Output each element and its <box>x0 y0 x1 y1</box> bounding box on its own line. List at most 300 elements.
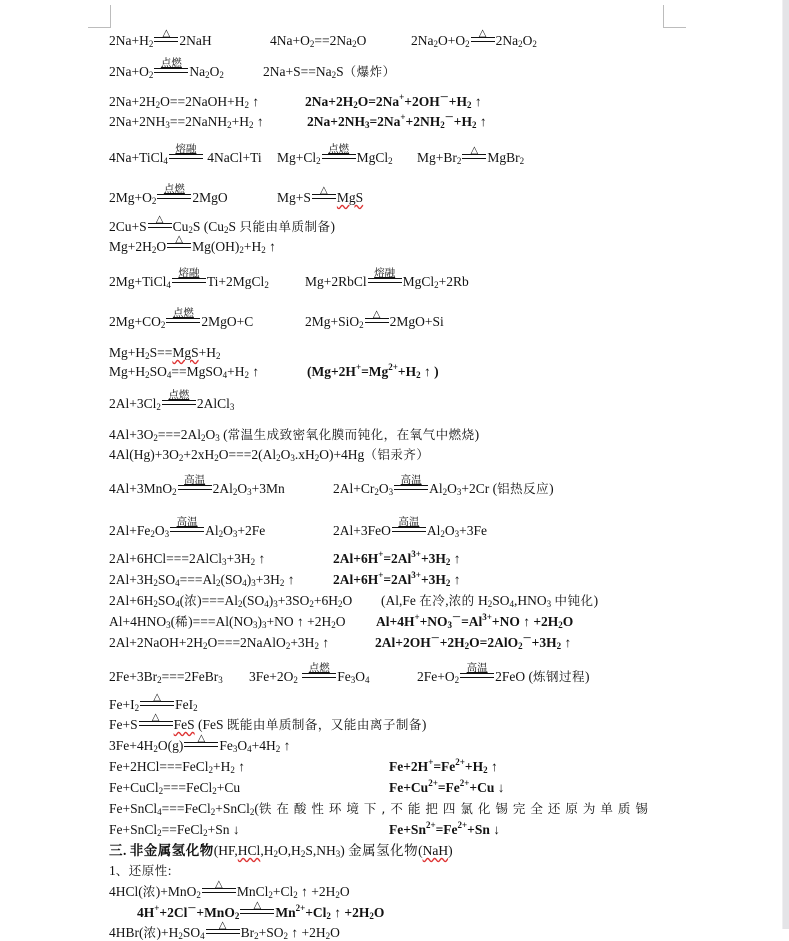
formula-text: O=2AlO <box>469 635 519 650</box>
subscript: 2 <box>519 156 525 166</box>
chinese-annotation: 炼钢过程 <box>533 669 586 684</box>
heat-triangle-icon: △ <box>372 309 381 320</box>
subscript: 2 <box>188 225 193 235</box>
subscript: 2 <box>157 828 162 838</box>
equation-line <box>109 114 264 130</box>
subscript: 2 <box>359 320 364 330</box>
formula-text: Al+4H <box>376 614 415 629</box>
formula-text: 2Al <box>212 481 233 496</box>
double-line-equals <box>170 527 204 532</box>
equation-line <box>249 662 370 685</box>
formula-text: Fe+CuCl <box>109 780 159 795</box>
vertical-scrollbar[interactable] <box>782 0 789 929</box>
equation-line <box>305 309 444 330</box>
subscript: 2 <box>148 39 154 49</box>
equation-line <box>376 614 573 630</box>
superscript-charge: 2+ <box>455 757 465 767</box>
formula-text: 4Na+O <box>270 33 310 48</box>
formula-text: +3H <box>420 551 446 566</box>
subscript: 2 <box>471 120 477 130</box>
subscript: 2 <box>151 245 157 255</box>
subscript: 2 <box>442 487 448 497</box>
subscript: 3 <box>364 120 370 130</box>
formula-text: =Fe <box>437 780 460 795</box>
reaction-condition-equals <box>322 143 356 162</box>
reaction-condition-equals <box>162 389 196 408</box>
formula-text: ) <box>448 843 453 858</box>
spellcheck-flagged-text: HCl <box>237 843 261 858</box>
formula-text: 2Al+2NaOH+2H <box>109 635 203 650</box>
formula-text: ↑ +2H <box>330 905 370 920</box>
subscript: 3 <box>221 557 227 567</box>
chinese-annotation: 浓 <box>142 884 156 899</box>
formula-text: ↑ <box>255 551 266 566</box>
formula-text: ↑ <box>253 114 264 129</box>
double-line-equals <box>166 318 200 323</box>
chinese-annotation: （铝汞齐） <box>364 447 430 462</box>
condition-label: 点燃 <box>163 183 185 195</box>
subscript: 3 <box>218 675 223 685</box>
reaction-condition-equals <box>169 143 203 162</box>
formula-text: +3Fe <box>459 523 487 538</box>
reaction-condition-equals <box>184 733 218 750</box>
formula-text: O+O <box>438 33 466 48</box>
formula-text: +Sn ↓ <box>207 822 240 837</box>
chinese-annotation: 常温生成致密氧化膜而钝化，在氧气中燃烧 <box>227 427 475 442</box>
formula-text: S,NH <box>305 843 336 858</box>
subscript: 3 <box>273 599 278 609</box>
equation-line <box>109 143 262 166</box>
formula-text: MgCl <box>356 150 389 165</box>
reaction-condition-equals <box>167 234 191 251</box>
formula-text: +2Rb <box>438 274 469 289</box>
formula-text: ) <box>246 572 252 587</box>
subscript: 2 <box>416 370 421 380</box>
double-line-equals <box>154 68 188 73</box>
subscript: 2 <box>249 807 255 817</box>
formula-text: +2NH <box>405 114 441 129</box>
formula-text: ) <box>257 614 262 629</box>
formula-text: O <box>447 481 457 496</box>
reaction-condition-equals <box>166 307 200 326</box>
formula-text: ===FeCl <box>161 801 211 816</box>
subscript: 2 <box>219 70 224 80</box>
subscript: 2 <box>434 280 439 290</box>
formula-text: ↑ <box>471 94 482 109</box>
double-line-equals <box>178 485 212 490</box>
formula-text: Mg+Br <box>417 150 457 165</box>
reaction-condition-equals <box>365 309 389 326</box>
formula-text: )===Al(NO <box>188 614 253 629</box>
subscript: 3 <box>454 529 460 539</box>
formula-text: =Fe <box>433 759 456 774</box>
formula-text: 3Fe+2O <box>249 669 294 684</box>
equation-line <box>333 572 461 588</box>
formula-text: )+MnO <box>155 884 197 899</box>
formula-text: +3H <box>531 635 557 650</box>
formula-text: (Al,Fe <box>381 593 420 608</box>
superscript-charge: + <box>154 903 160 913</box>
formula-text: O(g) <box>157 738 184 753</box>
reaction-condition-equals <box>178 474 212 493</box>
formula-text: SO <box>492 593 510 608</box>
formula-text: Br <box>240 925 255 940</box>
formula-text: +Cu ↓ <box>469 780 505 795</box>
formula-text: +3SO <box>277 593 310 608</box>
subscript: 2 <box>314 453 320 463</box>
formula-text: +Cl <box>272 884 294 899</box>
equation-line <box>109 822 240 838</box>
subscript: 2 <box>325 931 331 941</box>
formula-text: +3H <box>255 572 280 587</box>
subscript: 2 <box>160 320 166 330</box>
formula-text: O <box>209 64 220 79</box>
formula-text: =2Na <box>369 114 401 129</box>
formula-text: =Mg <box>361 364 389 379</box>
double-line-equals <box>169 154 203 159</box>
reaction-condition-equals <box>312 185 336 202</box>
formula-text: Na <box>189 64 206 79</box>
double-line-equals <box>462 154 486 159</box>
reaction-condition-equals <box>157 183 191 202</box>
formula-text: Mg+2RbCl <box>305 274 367 289</box>
subscript: 2 <box>353 100 358 110</box>
formula-text: O <box>562 614 574 629</box>
subscript: 3 <box>335 849 341 859</box>
formula-text: Al <box>429 481 443 496</box>
double-line-equals <box>302 673 336 678</box>
formula-text: +Sn ↓ <box>467 822 501 837</box>
subscript: 2 <box>214 453 219 463</box>
formula-text: 2Mg+TiCl <box>109 274 167 289</box>
subscript: 2 <box>227 120 232 130</box>
subscript: 3 <box>165 120 170 130</box>
subscript: 2 <box>224 225 229 235</box>
equation-line <box>109 183 228 206</box>
equation-line <box>109 234 276 255</box>
subscript: 2 <box>335 890 340 900</box>
subscript: 2 <box>153 599 158 609</box>
subscript: 2 <box>454 675 460 685</box>
superscript-charge: － <box>452 612 462 622</box>
subscript: 4 <box>163 156 168 166</box>
formula-text: 2Mg+CO <box>109 314 161 329</box>
formula-text: )===Al <box>197 593 238 608</box>
equation-line <box>109 920 340 941</box>
condition-label: 点燃 <box>160 57 182 69</box>
subscript: 2 <box>309 599 314 609</box>
formula-text: 2MgO+Si <box>389 314 444 329</box>
formula-text: 2Mg+SiO <box>305 314 360 329</box>
subscript: 3 <box>252 620 258 630</box>
heat-triangle-icon: △ <box>215 879 223 890</box>
formula-text: ==MgSO <box>171 364 223 379</box>
formula-text: ==2Na <box>314 33 353 48</box>
formula-text: O <box>330 925 340 940</box>
subscript: 2 <box>456 156 462 166</box>
subscript: 2 <box>238 599 243 609</box>
formula-text: =Fe <box>435 822 458 837</box>
subscript: 2 <box>316 156 321 166</box>
chinese-annotation: 铁在酸性环境下,不能把四氯化锡完全还原为单质锡 <box>258 801 653 816</box>
reaction-condition-equals <box>460 662 494 681</box>
subscript: 2 <box>208 765 213 775</box>
formula-text: +3H <box>226 551 251 566</box>
formula-text: +3Mn <box>251 481 285 496</box>
subscript: 2 <box>369 911 374 921</box>
subscript: 3 <box>546 599 552 609</box>
equation-line <box>109 267 269 290</box>
subscript: 2 <box>212 786 217 796</box>
equation-line <box>277 185 364 206</box>
double-line-equals <box>162 400 196 405</box>
subscript: 2 <box>216 351 221 361</box>
subscript: 3 <box>247 487 252 497</box>
subscript: 3 <box>229 402 235 412</box>
formula-text: ↑ <box>450 572 461 587</box>
equation-line <box>389 822 500 838</box>
subscript: 2 <box>230 765 235 775</box>
subscript: 2 <box>300 849 306 859</box>
subscript: 2 <box>155 100 161 110</box>
subscript: 2 <box>440 120 445 130</box>
formula-text: MgCl <box>402 274 435 289</box>
formula-text: O <box>342 593 353 608</box>
formula-text: +NO ↑ +2H <box>266 614 332 629</box>
equation-line <box>109 635 329 651</box>
subscript: 3 <box>215 433 220 443</box>
subscript: 4 <box>175 599 180 609</box>
page-corner-top-right <box>663 5 686 28</box>
formula-text: (Mg+2H <box>307 364 356 379</box>
double-line-equals <box>140 701 174 706</box>
subscript: 2 <box>273 849 278 859</box>
equation-line <box>411 28 537 49</box>
formula-text: O <box>156 239 167 254</box>
formula-text: (HF, <box>213 843 238 858</box>
formula-text: ↑ <box>561 635 572 650</box>
formula-text: (SO <box>242 593 265 608</box>
formula-text: 2Na+2H <box>305 94 354 109</box>
formula-text: O,H <box>277 843 301 858</box>
formula-text: Fe+Cu <box>389 780 429 795</box>
formula-text: Al <box>205 523 219 538</box>
formula-text: +2Fe <box>237 523 266 538</box>
formula-text: 4Al(Hg)+3O <box>109 447 179 462</box>
formula-text: Mg(OH) <box>192 239 240 254</box>
formula-text: O <box>355 669 365 684</box>
formula-text: +H <box>397 364 417 379</box>
reaction-condition-equals <box>240 900 274 917</box>
formula-text: Ti+2MgCl <box>206 274 265 289</box>
double-line-equals <box>240 909 274 914</box>
formula-text: +H <box>243 239 262 254</box>
formula-text: Fe <box>219 738 233 753</box>
formula-text: 2Al+3Cl <box>109 396 157 411</box>
equation-line <box>109 780 240 796</box>
formula-text: O <box>522 33 533 48</box>
equation-line <box>381 593 598 609</box>
superscript-charge: + <box>378 570 384 580</box>
reaction-condition-equals <box>302 662 336 681</box>
double-line-equals <box>368 278 402 283</box>
double-line-equals <box>172 278 206 283</box>
formula-text: 2Al+Cr <box>333 481 375 496</box>
formula-text: 2Al+6H <box>109 593 154 608</box>
chinese-annotation: （爆炸） <box>343 64 396 79</box>
formula-text: 4Na+TiCl <box>109 150 164 165</box>
formula-text: 4H <box>137 905 155 920</box>
equation-line <box>109 593 352 609</box>
reaction-condition-equals <box>154 28 178 45</box>
subscript: 2 <box>309 39 315 49</box>
subscript: 4 <box>175 578 180 588</box>
formula-text: O <box>280 447 291 462</box>
formula-text: O <box>373 905 385 920</box>
superscript-charge: 2+ <box>457 820 468 830</box>
equation-line <box>277 143 393 166</box>
equation-line <box>270 33 366 49</box>
superscript-charge: 2+ <box>459 778 470 788</box>
subscript: 2 <box>445 557 451 567</box>
subscript: 4 <box>166 370 172 380</box>
subscript: 4 <box>247 744 252 754</box>
formula-text: 4NaCl+Ti <box>203 150 262 165</box>
formula-text: H <box>474 593 488 608</box>
formula-text: ) <box>593 593 599 608</box>
superscript-charge: + <box>399 92 405 102</box>
chinese-annotation: 金属氢化物 <box>348 843 419 859</box>
subscript: 2 <box>487 599 493 609</box>
formula-text: +3H <box>420 572 446 587</box>
subscript: 2 <box>483 765 488 775</box>
formula-text: O <box>154 523 165 538</box>
equation-line <box>109 733 291 754</box>
formula-text: +H <box>212 759 231 774</box>
formula-text: O <box>237 738 248 753</box>
formula-text: +2OH <box>404 94 440 109</box>
formula-text: O)+4Hg <box>319 447 365 462</box>
superscript-charge: 2+ <box>425 820 436 830</box>
superscript-charge: 2+ <box>388 362 398 372</box>
formula-text: +H <box>448 94 467 109</box>
subscript: 3 <box>251 578 256 588</box>
formula-text: +2Cl <box>159 905 188 920</box>
chinese-annotation: 三 <box>109 843 123 859</box>
formula-text: +NO ↑ +2H <box>491 614 559 629</box>
formula-text: SO <box>182 925 201 940</box>
condition-label: 熔融 <box>178 267 200 279</box>
superscript-charge: + <box>400 112 406 122</box>
subscript: 2 <box>153 578 158 588</box>
equation-line <box>109 801 653 817</box>
formula-text: ( <box>418 843 423 858</box>
heat-triangle-icon: △ <box>478 28 487 39</box>
formula-text: ,H <box>260 843 274 858</box>
chinese-annotation: 浓 <box>143 925 157 940</box>
subscript: 2 <box>215 578 221 588</box>
formula-text: Fe+2HCl===FeCl <box>109 759 209 774</box>
formula-text: Al <box>426 523 441 538</box>
subscript: 2 <box>250 557 256 567</box>
superscript-charge: + <box>428 757 434 767</box>
equation-line <box>417 662 590 685</box>
condition-label: 熔融 <box>175 143 197 155</box>
equation-line <box>109 389 235 412</box>
formula-text: 2NaH <box>179 33 212 48</box>
subscript: 4 <box>365 675 370 685</box>
formula-text: +Cu <box>216 780 241 795</box>
formula-text: O <box>339 884 350 899</box>
subscript: 2 <box>279 578 285 588</box>
reaction-condition-equals <box>172 267 206 286</box>
subscript: 2 <box>254 931 259 941</box>
formula-text: ===Al <box>179 572 216 587</box>
subscript: 3 <box>290 453 295 463</box>
subscript: 2 <box>234 911 240 921</box>
formula-text: : <box>167 863 172 878</box>
subscript: 2 <box>196 890 201 900</box>
subscript: 2 <box>532 39 537 49</box>
formula-text: SO <box>157 572 176 587</box>
equation-line <box>109 474 285 497</box>
formula-text: ↑ <box>487 759 498 774</box>
subscript: 4 <box>166 280 171 290</box>
formula-text: +SnCl <box>215 801 250 816</box>
formula-text: 2MgO+C <box>201 314 254 329</box>
subscript: 2 <box>153 744 158 754</box>
reaction-condition-equals <box>139 712 173 729</box>
formula-text: )+H <box>156 925 179 940</box>
heat-triangle-icon: △ <box>153 692 161 703</box>
equation-line <box>109 712 427 733</box>
condition-label: 高温 <box>176 516 198 528</box>
subscript: 2 <box>232 487 238 497</box>
formula-text: ↑ ) <box>420 364 439 379</box>
formula-text: 2Mg+O <box>109 190 152 205</box>
double-line-equals <box>394 485 428 490</box>
formula-text: 2Al+3FeO <box>333 523 391 538</box>
formula-text: +6H <box>313 593 339 608</box>
formula-text: 2Na+S==Na <box>263 64 332 79</box>
subscript: 2 <box>178 453 184 463</box>
subscript: 2 <box>276 453 281 463</box>
superscript-charge: 3+ <box>411 570 421 580</box>
subscript: 3 <box>350 675 356 685</box>
double-line-equals <box>202 888 236 893</box>
formula-text: Mg+2H <box>109 239 152 254</box>
subscript: 2 <box>331 70 337 80</box>
subscript: 2 <box>148 70 154 80</box>
chinese-annotation: 中钝化 <box>554 593 594 608</box>
subscript: 2 <box>518 641 523 651</box>
condition-label: 点燃 <box>328 143 350 155</box>
chinese-annotation: 稀 <box>175 614 189 629</box>
subscript: 2 <box>202 641 208 651</box>
equation-line <box>333 551 461 567</box>
formula-text: Mg+Cl <box>277 150 317 165</box>
subscript: 4 <box>222 370 228 380</box>
formula-text: 2Al+Fe <box>109 523 151 538</box>
formula-text: ( <box>219 427 228 442</box>
double-line-equals <box>184 742 218 747</box>
subscript: 2 <box>331 620 336 630</box>
equation-line <box>389 780 505 796</box>
superscript-charge: 3+ <box>482 612 492 622</box>
chinese-annotation: 在冷 <box>419 593 446 608</box>
formula-text: ==FeCl <box>161 822 204 837</box>
subscript: 2 <box>558 620 563 630</box>
